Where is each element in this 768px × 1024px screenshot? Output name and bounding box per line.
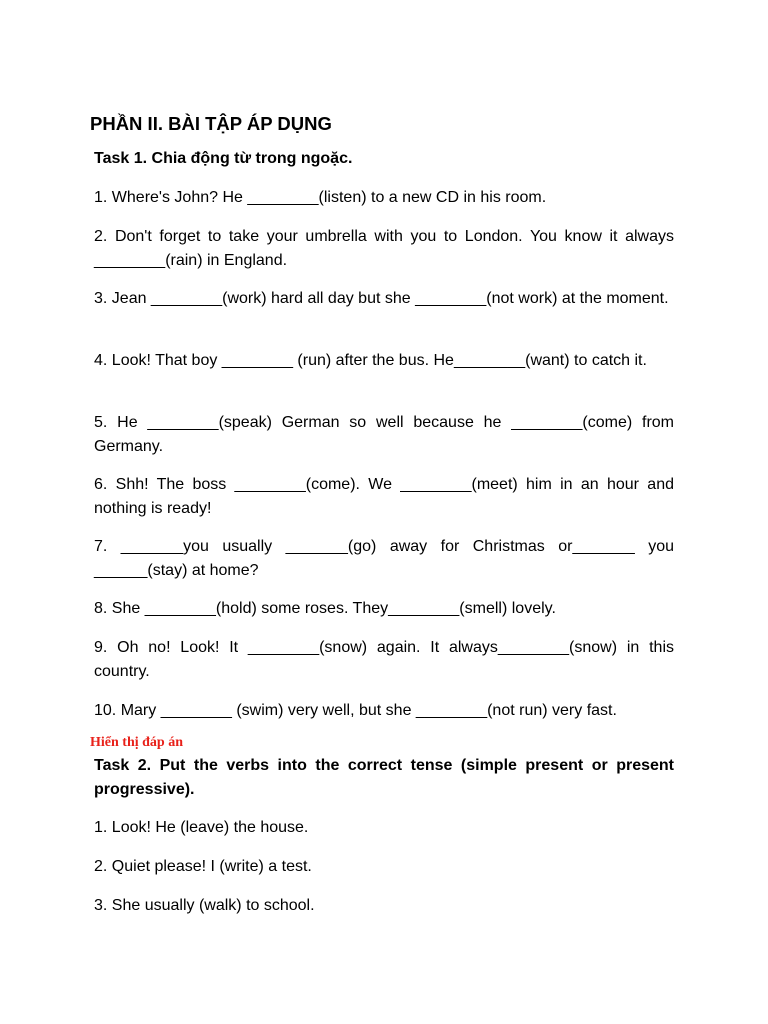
show-answers-link[interactable]: Hiển thị đáp án (90, 735, 183, 750)
task2-item-3: 3. She usually (walk) to school. (94, 897, 315, 914)
task2-item-1: 1. Look! He (leave) the house. (94, 819, 309, 836)
task1-item-7: 7. _______you usually _______(go) away for Christmas or_______ you ______(stay) at home? (94, 538, 674, 579)
task1-item-2: 2. Don't forget to take your umbrella with you to London. You know it always ________(rain) in England. (94, 228, 674, 269)
task1-item-5: 5. He ________(speak) German so well because he ________(come) from Germany. (94, 414, 674, 455)
task1-item-1: 1. Where's John? He ________(listen) to a new CD in his room. (94, 189, 547, 206)
task1-item-10: 10. Mary ________ (swim) very well, but she ________(not run) very fast. (94, 702, 617, 719)
task2-item-2: 2. Quiet please! I (write) a test. (94, 858, 312, 875)
task1-item-6: 6. Shh! The boss ________(come). We ________(meet) him in an hour and nothing is ready! (94, 476, 674, 517)
task1-item-3: 3. Jean ________(work) hard all day but she ________(not work) at the moment. (94, 290, 669, 307)
task1-item-9: 9. Oh no! Look! It ________(snow) again. It always________(snow) in this country. (94, 639, 674, 680)
task1-item-4: 4. Look! That boy ________ (run) after the bus. He________(want) to catch it. (94, 352, 647, 369)
task2-title: Task 2. Put the verbs into the correct tense (simple present or present progressive). (94, 757, 674, 798)
section-heading: PHẦN II. BÀI TẬP ÁP DỤNG (90, 113, 332, 134)
task1-item-8: 8. She ________(hold) some roses. They________(smell) lovely. (94, 600, 556, 617)
task1-title: Task 1. Chia động từ trong ngoặc. (94, 150, 353, 167)
